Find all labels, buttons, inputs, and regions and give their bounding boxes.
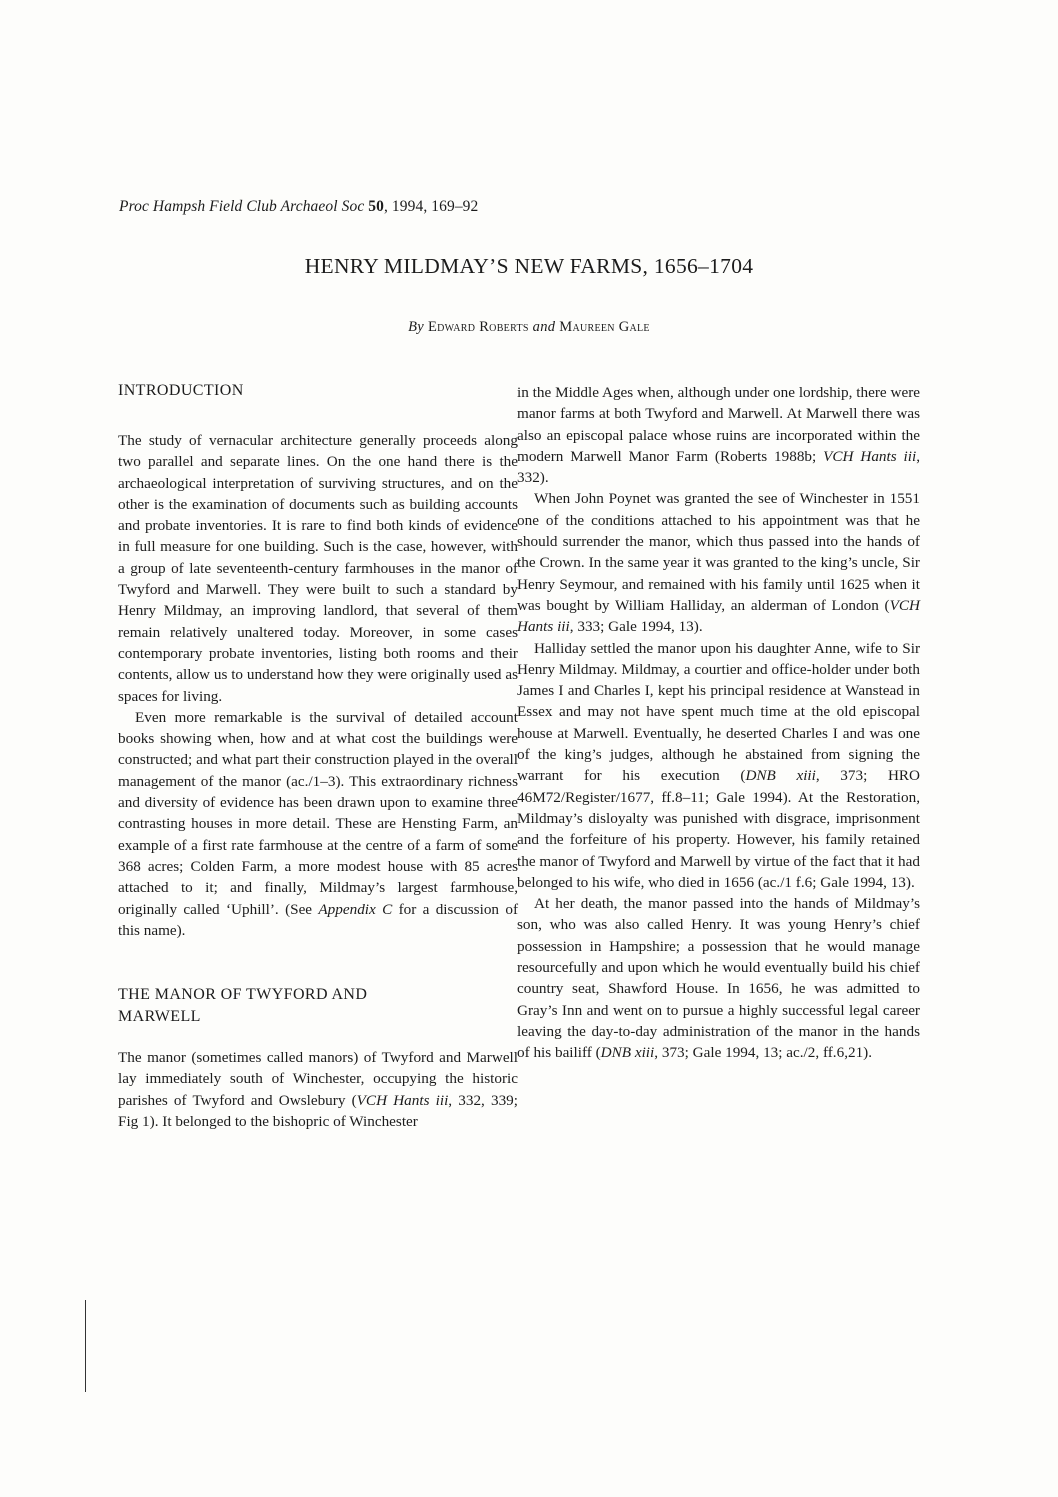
manor-paragraph-1: [118, 1047, 518, 1132]
para-text: , 332).: [517, 447, 920, 487]
left-column: [118, 380, 518, 1132]
para-text: The manor (sometimes called manors) of Twyford and Marwell lay immediately south of Winchester, occupying the historic parishes of Twyford and Owslebury (: [118, 1049, 518, 1109]
heading-line: THE MANOR OF TWYFORD AND: [118, 986, 368, 1004]
para-text: , 373; Gale 1994, 13; ac./2, ff.6,21).: [654, 1044, 873, 1062]
para-italic: VCH Hants iii: [517, 596, 920, 636]
right-column: [517, 382, 920, 1064]
para-text: At her death, the manor passed into the hands of Mildmay’s son, who was also called Henry. It was young Henry’s chief possession in Hampshire; a possession that he would manage resourcefully and upon which he would eventually build his chief country seat, Shawford House. In 1656, he was admitted to Gray’s Inn and went on to pursue a highly successful legal career leaving the day-to-day administration of the manor in the hands of his bailiff (: [517, 895, 920, 1062]
scan-margin-line: [85, 1300, 86, 1392]
section-heading-manor: [118, 984, 518, 1028]
para-italic: Appendix C: [318, 900, 393, 918]
byline-and: and: [532, 319, 556, 335]
intro-paragraph-1: The study of vernacular architecture generally proceeds along two parallel and separate lines. On the one hand there is the archaeological interpretation of surviving structures, and on the other is the examination of documents such as building accounts and probate inventories. It is rare to find both kinds of evidence in full measure for one building. Such is the case, however, with a group of late seventeenth-century farmhouses in the manor of Twyford and Marwell. They were built to such a standard by Henry Mildmay, an improving landlord, that several of them remain relatively unaltered today. Moreover, in some cases contemporary probate inventories, listing both rooms and their contents, allow us to understand how they were originally used as spaces for living.: [118, 432, 518, 705]
para-text: for a discussion of this name).: [118, 900, 518, 939]
citation-volume: 50: [368, 198, 384, 215]
author-2: Maureen Gale: [559, 319, 650, 335]
author-1: Edward Roberts: [427, 319, 529, 335]
byline-by: By: [408, 319, 425, 335]
citation-pages: , 1994, 169–92: [383, 198, 479, 215]
manor-paragraph-3: [517, 488, 920, 637]
intro-paragraph-2: [118, 707, 518, 941]
para-italic: DNB xiii: [600, 1044, 655, 1062]
byline: [0, 319, 1058, 336]
para-text: When John Poynet was granted the see of Winchester in 1551 one of the conditions attached to his appointment was that he should surrender the manor, which thus passed into the hands of the Crown. In the same year it was granted to the king’s uncle, Sir Henry Seymour, and remained with his family until 1625 when it was bought by William Halliday, an alderman of London (: [517, 490, 920, 614]
para-text: , 373; HRO 46M72/Register/1677, ff.8–11; Gale 1994). At the Restoration, Mildmay’s disloyalty was punished with disgrace, imprisonment and the forfeiture of his property. However, his family retained the manor of Twyford and Marwell by virtue of the fact that it had belonged to his wife, who died in 1656 (ac./1 f.6; Gale 1994, 13).: [517, 767, 921, 891]
article-title: HENRY MILDMAY’S NEW FARMS, 1656–1704: [304, 254, 754, 278]
manor-paragraph-4: [517, 638, 920, 894]
para-italic: VCH Hants iii: [823, 447, 917, 465]
para-italic: VCH Hants iii: [356, 1091, 449, 1109]
manor-paragraph-5: [517, 893, 920, 1063]
section-heading-introduction: INTRODUCTION: [118, 382, 244, 399]
heading-line: MARWELL: [118, 1008, 201, 1026]
para-text: , 332, 339; Fig 1). It belonged to the bishopric of Winchester: [118, 1091, 518, 1131]
manor-paragraph-2: [517, 382, 920, 488]
para-text: in the Middle Ages when, although under one lordship, there were manor farms at both Twyford and Marwell. At Marwell there was also an episcopal palace whose ruins are incorporated within the modern Marwell Manor Farm (Roberts 1988b;: [517, 384, 920, 465]
para-italic: DNB xiii: [745, 767, 816, 785]
para-text: Even more remarkable is the survival of detailed account books showing when, how and at what cost the buildings were constructed; and what part their construction played in the overall management of the manor (ac./1–3). This extraordinary richness and diversity of evidence has been drawn upon to examine three contrasting houses in more detail. These are Hensting Farm, an example of a first rate farmhouse at the centre of a farm of some 368 acres; Colden Farm, a more modest house with 85 acres attached to it; and finally, Mildmay’s largest farmhouse, originally called ‘Uphill’. (See: [118, 708, 518, 918]
citation-journal: Proc Hampsh Field Club Archaeol Soc: [119, 198, 365, 215]
para-text: Halliday settled the manor upon his daughter Anne, wife to Sir Henry Mildmay. Mildmay, a courtier and office-holder under both James I and Charles I, kept his principal residence at Wanstead in Essex and may not have spent much time at the old episcopal house at Marwell. Eventually, he deserted Charles I and was one of the king’s judges, although he abstained from signing the warrant for his execution (: [517, 639, 920, 785]
journal-citation: [119, 198, 478, 216]
para-text: , 333; Gale 1994, 13).: [569, 618, 703, 636]
